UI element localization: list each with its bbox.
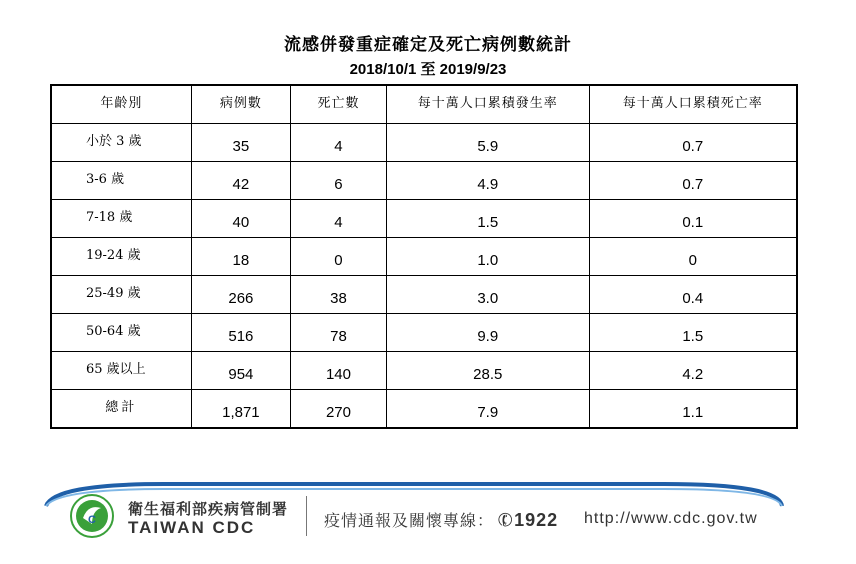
cases-cell: 42	[191, 162, 290, 200]
total-mortality: 1.1	[589, 390, 797, 429]
total-cases: 1,871	[191, 390, 290, 429]
header-age-group: 年齡別	[51, 85, 191, 124]
table-total-row	[51, 390, 797, 429]
footer-divider	[306, 496, 307, 536]
page-title: 流感併發重症確定及死亡病例數統計	[284, 35, 572, 55]
table-row	[51, 162, 797, 200]
header-deaths: 死亡數	[290, 85, 386, 124]
cases-cell: 954	[191, 352, 290, 390]
table-row	[51, 276, 797, 314]
table-row	[51, 200, 797, 238]
cases-cell: 266	[191, 276, 290, 314]
total-label: 總計	[51, 390, 191, 429]
deaths-cell: 4	[290, 200, 386, 238]
incidence-cell: 1.0	[386, 238, 589, 276]
incidence-cell: 5.9	[386, 124, 589, 162]
table-row	[51, 352, 797, 390]
hotline-number: 1922	[514, 510, 559, 530]
age-cell: 3-6 歲	[51, 162, 191, 200]
mortality-cell: 0.1	[589, 200, 797, 238]
mortality-cell: 0	[589, 238, 797, 276]
header-cases: 病例數	[191, 85, 290, 124]
table-row	[51, 124, 797, 162]
total-deaths: 270	[290, 390, 386, 429]
age-cell: 50-64 歲	[51, 314, 191, 352]
incidence-cell: 1.5	[386, 200, 589, 238]
age-cell: 25-49 歲	[51, 276, 191, 314]
incidence-cell: 3.0	[386, 276, 589, 314]
cases-cell: 40	[191, 200, 290, 238]
age-cell: 小於 3 歲	[51, 124, 191, 162]
deaths-cell: 6	[290, 162, 386, 200]
org-name-cn: 衛生福利部疾病管制署	[128, 500, 289, 518]
org-name-en: TAIWAN CDC	[128, 518, 256, 537]
cases-cell: 18	[191, 238, 290, 276]
mortality-cell: 4.2	[589, 352, 797, 390]
cdc-logo-icon	[70, 494, 114, 538]
deaths-cell: 4	[290, 124, 386, 162]
mortality-cell: 0.7	[589, 162, 797, 200]
deaths-cell: 140	[290, 352, 386, 390]
deaths-cell: 38	[290, 276, 386, 314]
phone-icon: ✆	[494, 507, 518, 534]
incidence-cell: 9.9	[386, 314, 589, 352]
hotline	[324, 507, 559, 534]
header-mortality-rate: 每十萬人口累積死亡率	[589, 85, 797, 124]
mortality-cell: 0.7	[589, 124, 797, 162]
age-cell: 19-24 歲	[51, 238, 191, 276]
footer-banner	[44, 478, 784, 548]
age-cell: 65 歲以上	[51, 352, 191, 390]
statistics-table	[50, 84, 798, 429]
table-row	[51, 314, 797, 352]
header-incidence-rate: 每十萬人口累積發生率	[386, 85, 589, 124]
cases-cell: 516	[191, 314, 290, 352]
hotline-label: 疫情通報及關懷專線：	[324, 511, 495, 530]
age-cell: 7-18 歲	[51, 200, 191, 238]
table-row	[51, 238, 797, 276]
cases-cell: 35	[191, 124, 290, 162]
svg-text:C: C	[88, 514, 96, 526]
deaths-cell: 0	[290, 238, 386, 276]
mortality-cell: 1.5	[589, 314, 797, 352]
mortality-cell: 0.4	[589, 276, 797, 314]
website-url: http://www.cdc.gov.tw	[584, 510, 758, 527]
incidence-cell: 28.5	[386, 352, 589, 390]
deaths-cell: 78	[290, 314, 386, 352]
date-range: 2018/10/1 至 2019/9/23	[349, 61, 507, 78]
table-header-row	[51, 85, 797, 124]
incidence-cell: 4.9	[386, 162, 589, 200]
total-incidence: 7.9	[386, 390, 589, 429]
